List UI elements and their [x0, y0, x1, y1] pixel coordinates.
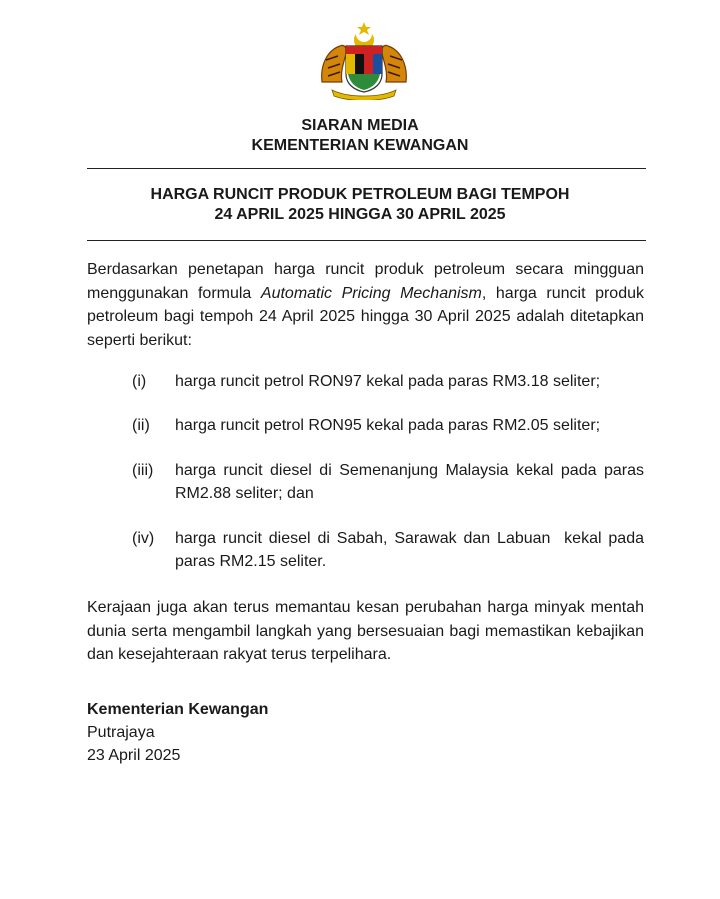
press-header — [0, 116, 720, 156]
list-item-text: harga runcit diesel di Semenanjung Malaysia kekal pada paras RM2.88 seliter; dan — [175, 462, 644, 502]
list-item-text: harga runcit petrol RON95 kekal pada paras RM2.05 seliter; — [175, 417, 601, 434]
intro-text-1: Berdasarkan penetapan harga runcit produk petroleum secara mingguan menggunakan formula — [87, 261, 644, 302]
title-line-1: HARGA RUNCIT PRODUK PETROLEUM BAGI TEMPOH — [150, 186, 570, 203]
list-item-number: (iv) — [132, 530, 155, 547]
divider-top — [87, 168, 646, 169]
signature-organization: Kementerian Kewangan — [87, 701, 269, 718]
divider-bottom — [87, 240, 646, 241]
list-item-number: (iii) — [132, 462, 154, 479]
intro-text-2: , harga runcit produk petroleum bagi tempoh 24 April 2025 hingga 30 April 2025 adalah ditetapkan seperti berikut: — [87, 284, 645, 349]
intro-emphasis: Automatic Pricing Mechanism — [260, 284, 482, 302]
header-line-ministry: KEMENTERIAN KEWANGAN — [251, 137, 469, 154]
closing-paragraph: Kerajaan juga akan terus memantau kesan perubahan harga minyak mentah dunia serta mengambil langkah yang bersesuaian bagi memastikan kebajikan dan kesejahteraan rakyat terus terpelihara. — [87, 599, 644, 663]
list-item-text: harga runcit petrol RON97 kekal pada paras RM3.18 seliter; — [175, 373, 601, 390]
signature-date: 23 April 2025 — [87, 747, 181, 764]
document-title — [0, 185, 720, 225]
list-item-number: (ii) — [132, 417, 150, 434]
title-line-2: 24 APRIL 2025 HINGGA 30 APRIL 2025 — [214, 206, 506, 223]
intro-paragraph — [87, 258, 644, 352]
list-item-number: (i) — [132, 373, 147, 390]
signature-place: Putrajaya — [87, 724, 155, 741]
list-item-text: harga runcit diesel di Sabah, Sarawak dan Labuan kekal pada paras RM2.15 seliter. — [175, 530, 649, 570]
malaysia-coat-of-arms-icon — [318, 20, 410, 100]
header-line-media: SIARAN MEDIA — [301, 117, 419, 134]
signature-block — [87, 698, 268, 767]
